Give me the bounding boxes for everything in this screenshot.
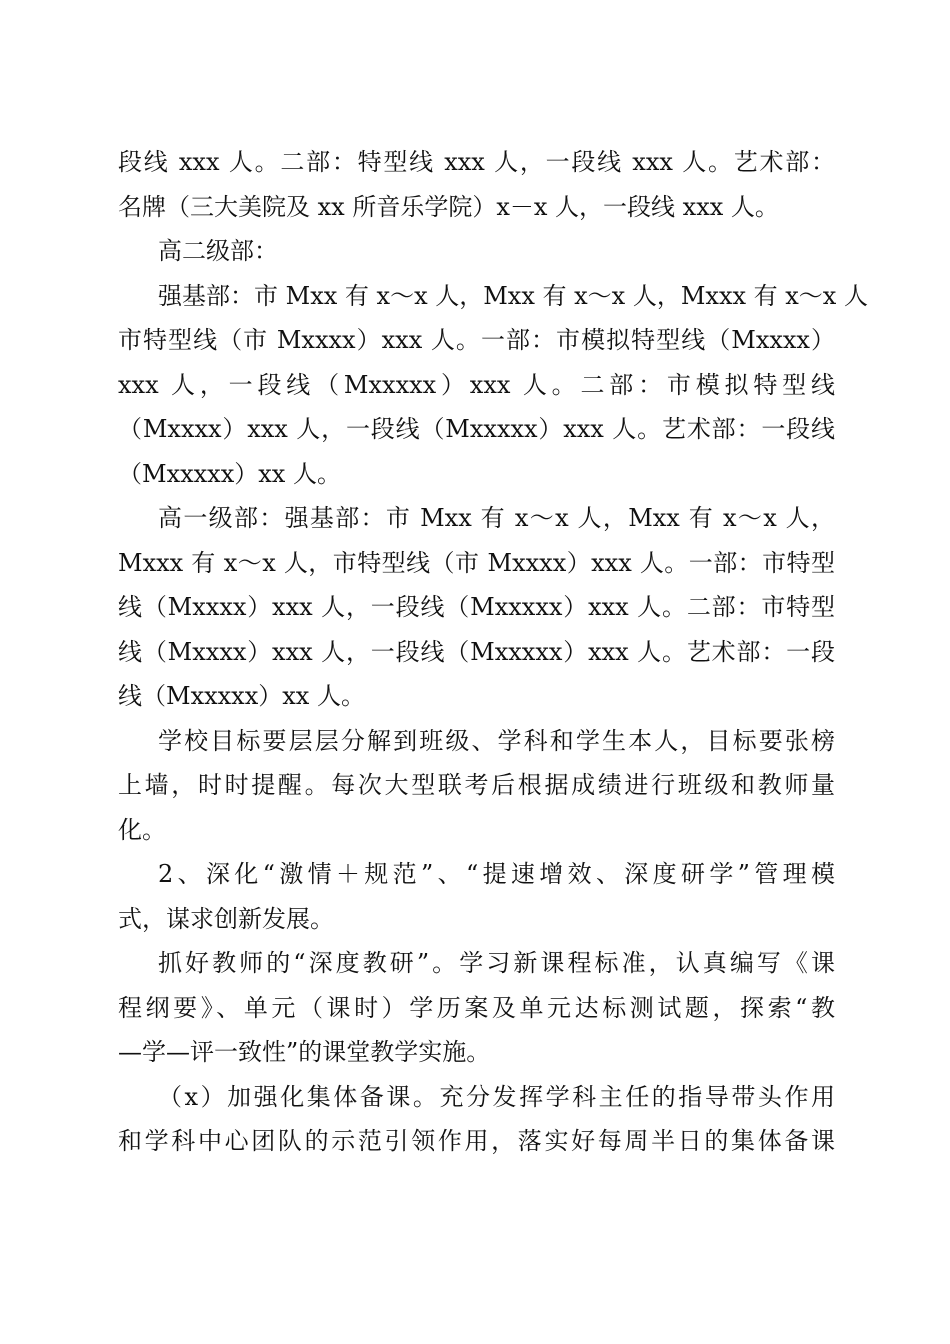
text-line: Mxxx 有 x～x 人，市特型线（市 Mxxxx）xxx 人。一部：市特型: [118, 548, 835, 577]
text-line: 程纲要》、单元（课时）学历案及单元达标测试题，探索“教: [118, 993, 835, 1022]
text-line: （x）加强化集体备课。充分发挥学科主任的指导带头作用: [158, 1082, 835, 1111]
text-line: 和学科中心团队的示范引领作用，落实好每周半日的集体备课: [118, 1127, 835, 1155]
text-line: 上墙，时时提醒。每次大型联考后根据成绩进行班级和教师量: [118, 771, 835, 799]
text-line: 化。: [118, 815, 166, 844]
text-line: 2、深化“激情＋规范”、“提速增效、深度研学”管理模: [158, 860, 835, 888]
text-line: 线（Mxxxxx）xx 人。: [118, 682, 365, 710]
text-line: 高一级部：强基部：市 Mxx 有 x～x 人，Mxx 有 x～x 人，: [158, 504, 835, 532]
text-line: xxx 人，一段线（Mxxxxx）xxx 人。二部：市模拟特型线: [118, 370, 835, 399]
text-line: 强基部：市 Mxx 有 x～x 人，Mxx 有 x～x 人，Mxxx 有 x～x 人: [158, 281, 868, 310]
text-line: 学校目标要层层分解到班级、学科和学生本人，目标要张榜: [158, 726, 835, 755]
text-line: 式，谋求创新发展。: [118, 904, 334, 933]
text-line: 名牌（三大美院及 xx 所音乐学院）x－x 人，一段线 xxx 人。: [118, 192, 779, 221]
text-line: （Mxxxx）xxx 人，一段线（Mxxxxx）xxx 人。艺术部：一段线: [118, 415, 835, 443]
text-line: —学—评一致性”的课堂教学实施。: [118, 1038, 491, 1066]
text-line: 段线 xxx 人。二部：特型线 xxx 人，一段线 xxx 人。艺术部：: [118, 148, 835, 176]
text-line: （Mxxxxx）xx 人。: [118, 459, 341, 488]
text-line: 线（Mxxxx）xxx 人，一段线（Mxxxxx）xxx 人。二部：市特型: [118, 593, 835, 621]
text-line: 抓好教师的“深度教研”。学习新课程标准，认真编写《课: [158, 949, 835, 977]
text-line: 市特型线（市 Mxxxx）xxx 人。一部：市模拟特型线（Mxxxx）: [118, 326, 835, 354]
section-heading: 高二级部：: [158, 237, 278, 265]
text-line: 线（Mxxxx）xxx 人，一段线（Mxxxxx）xxx 人。艺术部：一段: [118, 637, 835, 666]
